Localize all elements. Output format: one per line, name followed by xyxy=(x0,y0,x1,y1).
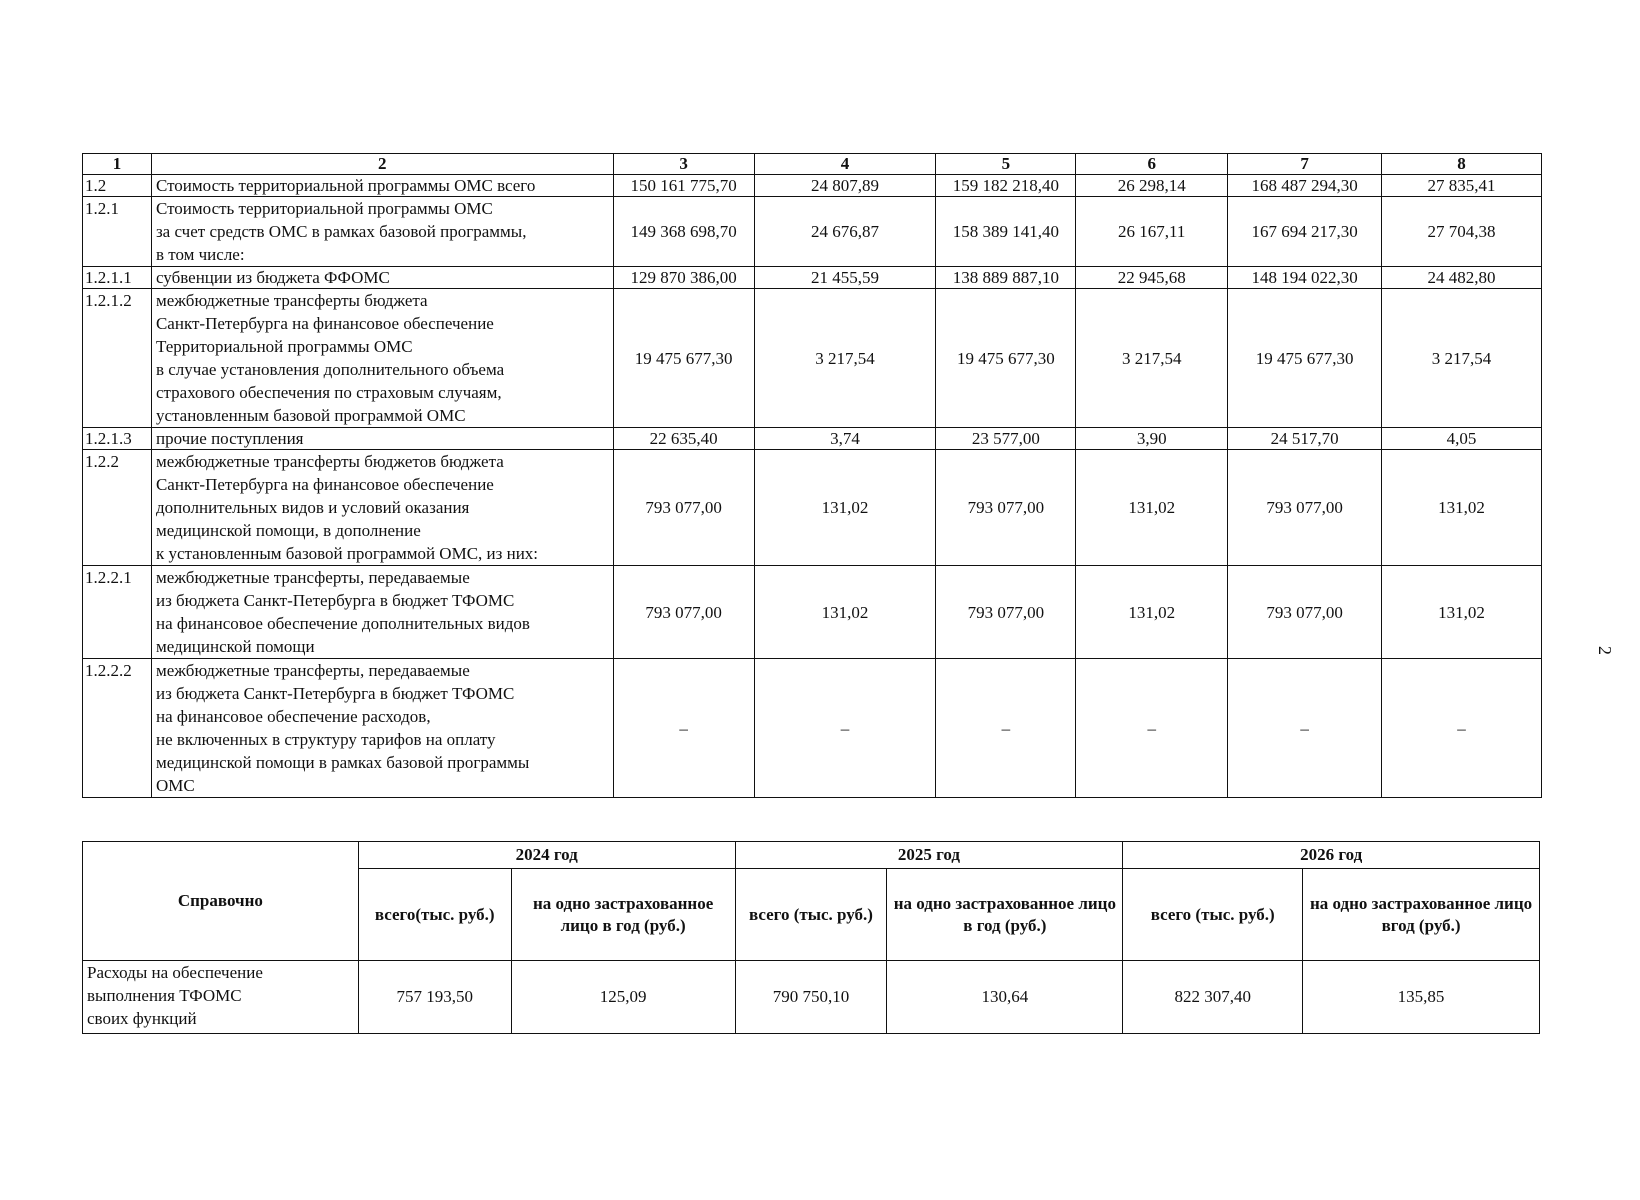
value-cell: 24 517,70 xyxy=(1228,428,1382,450)
table-row xyxy=(83,197,1542,267)
table-row xyxy=(83,289,1542,428)
value-cell: 148 194 022,30 xyxy=(1228,267,1382,289)
value-cell: 3 217,54 xyxy=(1382,289,1542,428)
header-row xyxy=(83,154,1542,175)
value-cell: 22 945,68 xyxy=(1076,267,1228,289)
value-cell: – xyxy=(936,659,1076,798)
row-description: межбюджетные трансферты бюджета Санкт-Петербурга на финансовое обеспечение Территориальной программы ОМС в случае установления дополнительного объема страхового обеспечения по страховым случаям, установленным базовой программой ОМС xyxy=(151,289,613,428)
value-cell: 167 694 217,30 xyxy=(1228,197,1382,267)
col-header-4: 4 xyxy=(754,154,936,175)
value-cell: 19 475 677,30 xyxy=(613,289,754,428)
value-cell: 135,85 xyxy=(1303,961,1540,1034)
value-cell: 159 182 218,40 xyxy=(936,175,1076,197)
col-per-insured-2026: на одно застрахованное лицо вгод (руб.) xyxy=(1303,869,1540,961)
table-row xyxy=(83,659,1542,798)
value-cell: 131,02 xyxy=(1382,450,1542,566)
value-cell: 3 217,54 xyxy=(1076,289,1228,428)
value-cell: 3,74 xyxy=(754,428,936,450)
row-code: 1.2.2 xyxy=(83,450,152,566)
value-cell: 793 077,00 xyxy=(613,566,754,659)
col-per-insured-2025: на одно застрахованное лицо в год (руб.) xyxy=(887,869,1123,961)
row-description: межбюджетные трансферты, передаваемые из бюджета Санкт-Петербурга в бюджет ТФОМС на финансовое обеспечение дополнительных видов медицинской помощи xyxy=(151,566,613,659)
row-description: межбюджетные трансферты, передаваемые из бюджета Санкт-Петербурга в бюджет ТФОМС на финансовое обеспечение расходов, не включенных в структуру тарифов на оплату медицинской помощи в рамках базовой программы ОМС xyxy=(151,659,613,798)
table-row xyxy=(83,175,1542,197)
row-description: Стоимость территориальной программы ОМС всего xyxy=(151,175,613,197)
row-description: межбюджетные трансферты бюджетов бюджета Санкт-Петербурга на финансовое обеспечение дополнительных видов и условий оказания медицинской помощи, в дополнение к установленным базовой программой ОМС, из них: xyxy=(151,450,613,566)
value-cell: 24 807,89 xyxy=(754,175,936,197)
value-cell: 21 455,59 xyxy=(754,267,936,289)
reference-table xyxy=(82,841,1540,1034)
col-total-2026: всего (тыс. руб.) xyxy=(1123,869,1303,961)
col-per-insured-2024: на одно застрахованное лицо в год (руб.) xyxy=(511,869,735,961)
value-cell: 22 635,40 xyxy=(613,428,754,450)
table-row xyxy=(83,267,1542,289)
value-cell: 757 193,50 xyxy=(358,961,511,1034)
value-cell: 793 077,00 xyxy=(936,566,1076,659)
value-cell: – xyxy=(613,659,754,798)
row-code: 1.2.1.2 xyxy=(83,289,152,428)
col-header-5: 5 xyxy=(936,154,1076,175)
col-header-3: 3 xyxy=(613,154,754,175)
table-row xyxy=(83,428,1542,450)
value-cell: 23 577,00 xyxy=(936,428,1076,450)
value-cell: 24 482,80 xyxy=(1382,267,1542,289)
value-cell: 19 475 677,30 xyxy=(936,289,1076,428)
value-cell: 149 368 698,70 xyxy=(613,197,754,267)
row-code: 1.2.1.3 xyxy=(83,428,152,450)
value-cell: 125,09 xyxy=(511,961,735,1034)
value-cell: 4,05 xyxy=(1382,428,1542,450)
ref-data-row xyxy=(83,961,1540,1034)
value-cell: – xyxy=(754,659,936,798)
row-code: 1.2.1 xyxy=(83,197,152,267)
table-row xyxy=(83,450,1542,566)
year-header-2026: 2026 год xyxy=(1123,842,1540,869)
value-cell: 790 750,10 xyxy=(735,961,887,1034)
main-table xyxy=(82,153,1542,798)
year-header-2025: 2025 год xyxy=(735,842,1123,869)
reference-label: Справочно xyxy=(83,842,359,961)
col-header-8: 8 xyxy=(1382,154,1542,175)
year-header-2024: 2024 год xyxy=(358,842,735,869)
table-row xyxy=(83,566,1542,659)
value-cell: 26 167,11 xyxy=(1076,197,1228,267)
col-total-2025: всего (тыс. руб.) xyxy=(735,869,887,961)
row-description: субвенции из бюджета ФФОМС xyxy=(151,267,613,289)
ref-year-row xyxy=(83,842,1540,869)
value-cell: 822 307,40 xyxy=(1123,961,1303,1034)
value-cell: 131,02 xyxy=(1076,450,1228,566)
value-cell: 138 889 887,10 xyxy=(936,267,1076,289)
value-cell: 24 676,87 xyxy=(754,197,936,267)
value-cell: 27 835,41 xyxy=(1382,175,1542,197)
page-number: 2 xyxy=(1595,646,1615,655)
value-cell: 131,02 xyxy=(1382,566,1542,659)
value-cell: 168 487 294,30 xyxy=(1228,175,1382,197)
row-code: 1.2.2.1 xyxy=(83,566,152,659)
value-cell: 793 077,00 xyxy=(1228,566,1382,659)
value-cell: 131,02 xyxy=(754,566,936,659)
value-cell: 3,90 xyxy=(1076,428,1228,450)
value-cell: 3 217,54 xyxy=(754,289,936,428)
row-code: 1.2 xyxy=(83,175,152,197)
col-header-2: 2 xyxy=(151,154,613,175)
value-cell: – xyxy=(1228,659,1382,798)
value-cell: 793 077,00 xyxy=(1228,450,1382,566)
value-cell: 26 298,14 xyxy=(1076,175,1228,197)
value-cell: 793 077,00 xyxy=(613,450,754,566)
value-cell: 27 704,38 xyxy=(1382,197,1542,267)
row-description: прочие поступления xyxy=(151,428,613,450)
row-code: 1.2.1.1 xyxy=(83,267,152,289)
col-total-2024: всего(тыс. руб.) xyxy=(358,869,511,961)
value-cell: – xyxy=(1382,659,1542,798)
value-cell: – xyxy=(1076,659,1228,798)
value-cell: 150 161 775,70 xyxy=(613,175,754,197)
value-cell: 793 077,00 xyxy=(936,450,1076,566)
value-cell: 130,64 xyxy=(887,961,1123,1034)
col-header-7: 7 xyxy=(1228,154,1382,175)
row-description: Стоимость территориальной программы ОМС за счет средств ОМС в рамках базовой программы, в том числе: xyxy=(151,197,613,267)
col-header-6: 6 xyxy=(1076,154,1228,175)
value-cell: 129 870 386,00 xyxy=(613,267,754,289)
value-cell: 158 389 141,40 xyxy=(936,197,1076,267)
value-cell: 131,02 xyxy=(754,450,936,566)
row-label: Расходы на обеспечение выполнения ТФОМС своих функций xyxy=(83,961,359,1034)
value-cell: 131,02 xyxy=(1076,566,1228,659)
col-header-1: 1 xyxy=(83,154,152,175)
value-cell: 19 475 677,30 xyxy=(1228,289,1382,428)
row-code: 1.2.2.2 xyxy=(83,659,152,798)
